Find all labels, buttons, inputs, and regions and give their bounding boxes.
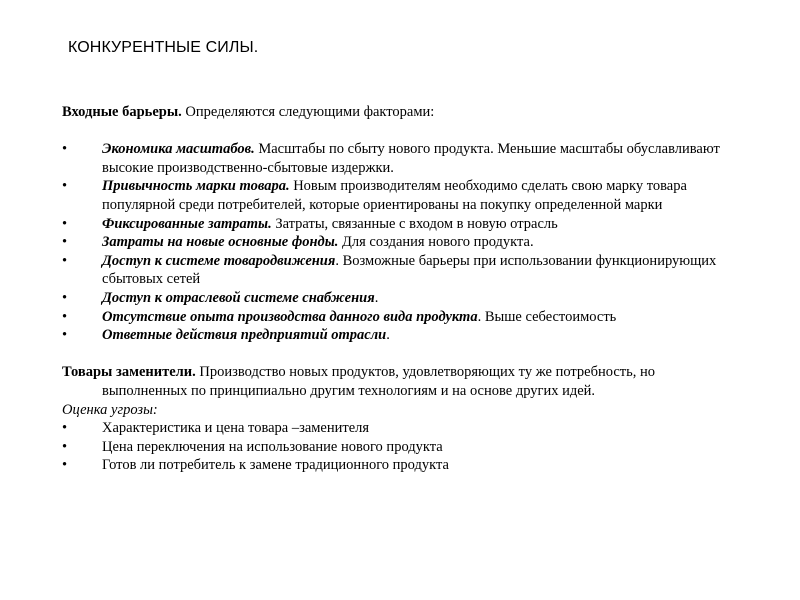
item-term: Ответные действия предприятий отрасли	[102, 327, 387, 344]
item-term: Привычность марки товара.	[102, 178, 290, 195]
threat-assessment-label: Оценка угрозы:	[62, 401, 158, 418]
list-item	[62, 252, 732, 289]
substitutes-text: Производство новых продуктов, удовлетворяющих ту же потребность, но выполненных по принципиально другим технологиям и на основе других идей.	[102, 364, 656, 399]
entry-barriers-list	[62, 140, 732, 345]
bullet-icon: •	[62, 252, 68, 269]
list-item	[62, 438, 732, 457]
item-text: Для создания нового продукта.	[338, 234, 534, 251]
item-term: Доступ к системе товародвижения	[102, 252, 336, 269]
substitutes-intro	[62, 363, 732, 400]
bullet-icon: •	[62, 234, 68, 251]
bullet-icon: •	[62, 308, 68, 325]
item-term: Экономика масштабов.	[102, 141, 255, 158]
list-item	[62, 233, 732, 252]
item-text: Масштабы по сбыту нового продукта. Меньшие масштабы обуславливают высокие производственно-сбытовые издержки.	[102, 141, 720, 176]
spacer	[62, 122, 732, 141]
list-item	[62, 177, 732, 214]
list-item	[62, 289, 732, 308]
item-text: Затраты, связанные с входом в новую отрасль	[271, 215, 558, 232]
item-text: Характеристика и цена товара –заменителя	[102, 420, 370, 437]
bullet-icon: •	[62, 457, 68, 474]
substitutes-heading: Товары заменители.	[62, 364, 196, 381]
bullet-icon: •	[62, 215, 68, 232]
item-text: Готов ли потребитель к замене традиционного продукта	[102, 457, 449, 474]
list-item	[62, 326, 732, 345]
entry-barriers-text: Определяются следующими факторами:	[181, 104, 435, 120]
slide-content	[62, 103, 732, 475]
item-term: Фиксированные затраты.	[102, 215, 272, 232]
item-text: Новым производителям необходимо сделать свою марку товара популярной среди потребителей, которые ориентированы на покупку определенной марки	[102, 178, 687, 213]
spacer	[62, 345, 732, 364]
entry-barriers-intro	[62, 103, 732, 122]
entry-barriers-heading: Входные барьеры.	[62, 104, 182, 120]
bullet-icon: •	[62, 178, 68, 195]
threat-assessment-list	[62, 419, 732, 475]
bullet-icon: •	[62, 327, 68, 344]
item-text: .	[374, 289, 379, 306]
item-term: Затраты на новые основные фонды.	[102, 234, 339, 251]
list-item	[62, 456, 732, 475]
item-text: . Возможные барьеры при использовании функционирующих сбытовых сетей	[102, 252, 717, 288]
item-text: Цена переключения на использование нового продукта	[102, 438, 443, 455]
item-text: .	[386, 327, 390, 344]
bullet-icon: •	[62, 438, 68, 455]
list-item	[62, 215, 732, 234]
item-text: . Выше себестоимость	[477, 308, 617, 325]
bullet-icon: •	[62, 289, 68, 306]
list-item	[62, 419, 732, 438]
slide-title: КОНКУРЕНТНЫЕ СИЛЫ.	[68, 39, 259, 56]
item-term: Доступ к отраслевой системе снабжения	[102, 289, 375, 306]
bullet-icon: •	[62, 420, 68, 437]
item-term: Отсутствие опыта производства данного вида продукта	[102, 308, 478, 325]
list-item	[62, 140, 732, 177]
bullet-icon: •	[62, 141, 68, 158]
list-item	[62, 308, 732, 327]
